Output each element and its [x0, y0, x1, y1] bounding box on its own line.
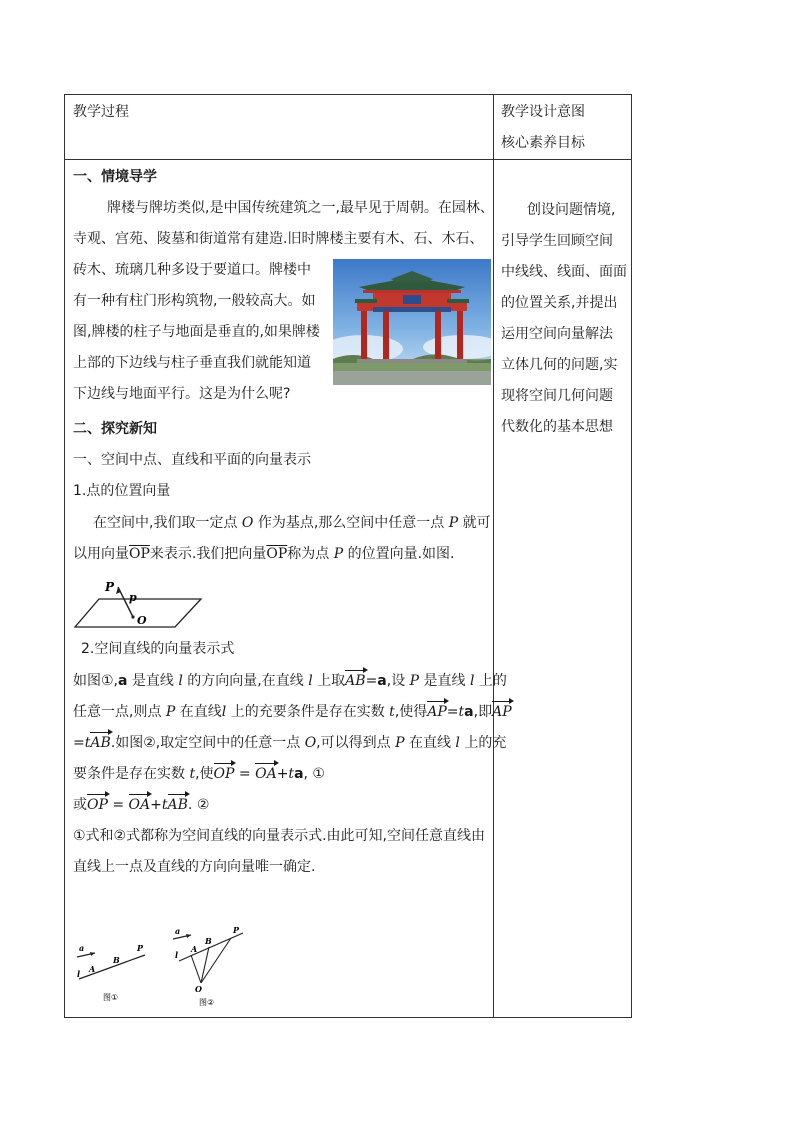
fig1-label-P: P [105, 581, 115, 594]
conclusion-line2: 直线上一点及直线的方向向量唯一确定. [73, 859, 316, 875]
fig3-label-O: O [195, 984, 202, 994]
fig2-caption: 图① [103, 993, 119, 1002]
intent-line: 中线线、线面、面面 [501, 264, 627, 280]
section1-line: 有一种有柱门形构筑物,一般较高大。如 [73, 293, 316, 309]
intent-line: 立体几何的问题,实 [501, 357, 618, 373]
item1-line2: 以用向量$\overline{OP}$来表示.我们把向量$\overline{OP}$称为点 P 的位置向量.如图. [73, 546, 455, 562]
header-design-intent [501, 97, 585, 159]
item2-line3: =tAB.如图②,取定空间中的任意一点 O,可以得到点 P 在直线 l 上的充 [73, 735, 507, 751]
section1-line: 下边线与地面平行。这是为什么呢? [73, 386, 291, 402]
equation-1: 要条件是存在实数 t,使OP = OA+ta, ① [73, 766, 325, 782]
intent-line: 创设问题情境, [527, 202, 616, 218]
section2-subtitle: 一、空间中点、直线和平面的向量表示 [73, 452, 311, 468]
fig3-label-a: a [175, 926, 181, 936]
section1-line: 牌楼与牌坊类似,是中国传统建筑之一,最早见于周朝。在园林、 [107, 200, 494, 216]
fig2-label-l: l [77, 969, 81, 979]
intent-line: 引导学生回顾空间 [501, 233, 613, 249]
section1-line: 寺观、宫苑、陵墓和街道常有建造.旧时牌楼主要有木、石、木石、 [73, 231, 484, 247]
intent-line: 现将空间几何问题 [501, 388, 613, 404]
line-vector-figure-1 [73, 937, 153, 1007]
item1-line1: 在空间中,我们取一定点 O 作为基点,那么空间中任意一点 P 就可 [93, 515, 491, 531]
section1-line: 图,牌楼的柱子与地面是垂直的,如果牌楼 [73, 324, 320, 340]
fig2-label-P: P [137, 943, 144, 953]
header-design-intent-line1: 教学设计意图 [501, 104, 585, 120]
lesson-plan-table [64, 94, 632, 1018]
header-teaching-process: 教学过程 [73, 104, 129, 120]
header-design-intent-line2: 核心素养目标 [501, 135, 585, 151]
position-vector-figure [71, 581, 211, 631]
intent-line: 运用空间向量解法 [501, 326, 613, 342]
fig3-caption: 图② [199, 998, 215, 1007]
fig1-label-p: p [129, 591, 137, 604]
section1-title: 一、情境导学 [73, 169, 157, 185]
fig3-label-B: B [205, 936, 212, 946]
fig2-label-A: A [89, 964, 96, 974]
fig3-label-P: P [233, 925, 240, 935]
paifang-photo [333, 259, 491, 385]
column-divider [493, 95, 494, 1017]
item2-title: 2.空间直线的向量表示式 [81, 641, 235, 657]
section2-title: 二、探究新知 [73, 421, 157, 437]
fig2-label-B: B [113, 955, 120, 965]
section1-line: 上部的下边线与柱子垂直我们就能知道 [73, 355, 311, 371]
fig3-label-A: A [191, 944, 198, 954]
conclusion-line1: ①式和②式都称为空间直线的向量表示式.由此可知,空间任意直线由 [73, 828, 486, 844]
fig2-label-a: a [79, 943, 85, 953]
equation-2: 或OP = OA+tAB. ② [73, 797, 210, 813]
intent-line: 代数化的基本思想 [501, 419, 613, 435]
line-vector-figure-2 [169, 925, 249, 1009]
item2-line1: 如图①,a 是直线 l 的方向向量,在直线 l 上取AB=a,设 P 是直线 l 上的 [73, 673, 507, 689]
fig3-label-l: l [175, 950, 179, 960]
item1-title: 1.点的位置向量 [73, 483, 171, 499]
intent-line: 的位置关系,并提出 [501, 295, 618, 311]
header-divider [65, 159, 631, 160]
section1-line: 砖木、琉璃几种多设于要道口。牌楼中 [73, 262, 311, 278]
fig1-label-O: O [137, 614, 147, 627]
item2-line2: 任意一点,则点 P 在直线l 上的充要条件是存在实数 t,使得AP=ta,即AP [73, 704, 512, 720]
